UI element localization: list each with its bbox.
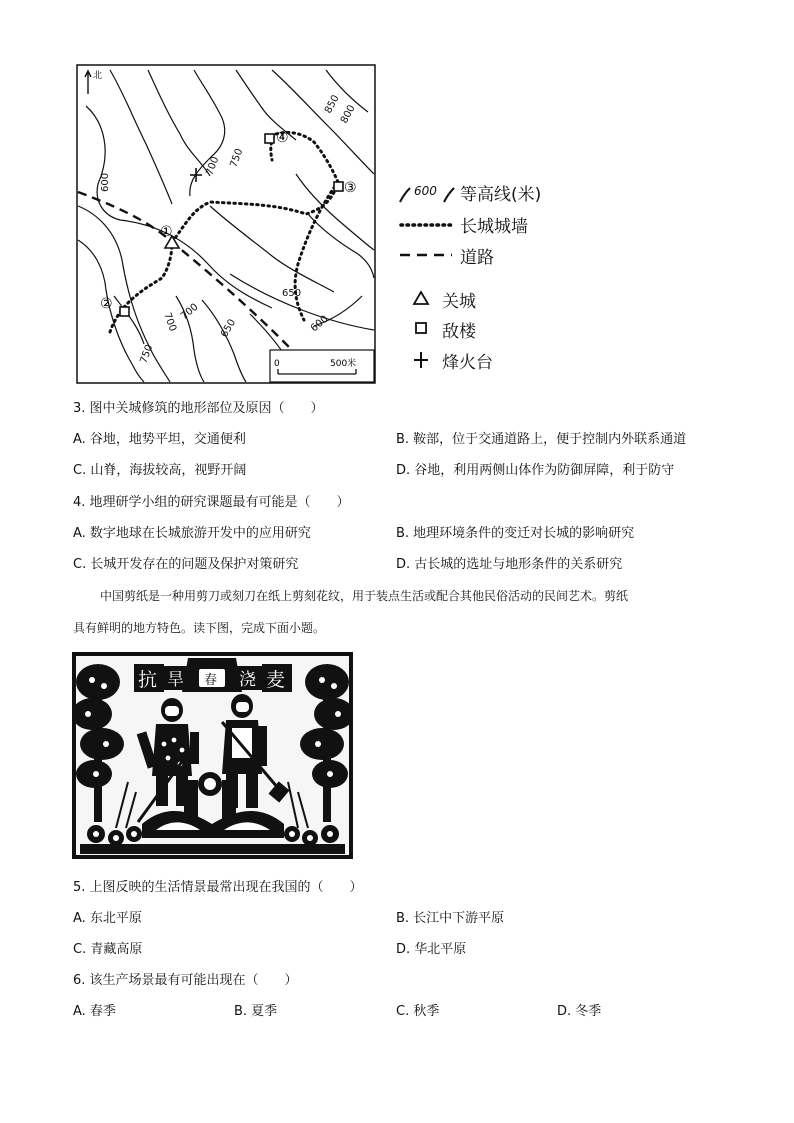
legend-guancheng-label: 关城: [442, 292, 476, 312]
question-6-option-c[interactable]: C. 秋季: [396, 1004, 440, 1019]
legend-beacon-label: 烽火台: [442, 353, 493, 373]
contour-label: 700: [178, 301, 201, 323]
question-6-option-a[interactable]: A. 春季: [73, 1004, 116, 1019]
question-6-stem: 6. 该生产场景最有可能出现在（ ）: [73, 973, 298, 988]
legend-wall-label: 长城城墙: [460, 217, 528, 237]
site-label-3: ③: [344, 180, 357, 196]
papercut-char-mai: 麦: [266, 669, 286, 691]
great-wall-dotted-icon: [398, 220, 454, 230]
contour-label: 850: [322, 93, 342, 116]
question-5-stem: 5. 上图反映的生活情景最常出现在我国的（ ）: [73, 880, 363, 895]
contour-label: 800: [338, 103, 358, 126]
dilou-square-icon: [265, 134, 274, 143]
contour-label: 600: [308, 313, 331, 335]
legend-contour-label: 等高线(米): [460, 185, 542, 205]
site-label-2: ②: [100, 296, 113, 312]
question-6-option-d[interactable]: D. 冬季: [557, 1004, 602, 1019]
cross-icon: [412, 350, 430, 370]
contour-label: 750: [228, 147, 246, 170]
contour-label: 650: [219, 317, 239, 340]
question-3-option-b[interactable]: B. 鞍部，位于交通道路上，便于控制内外联系通道: [396, 432, 687, 447]
legend-road-label: 道路: [460, 248, 494, 268]
map-legend: [396, 176, 596, 386]
site-label-4: ④: [276, 130, 289, 146]
contour-label: 750: [138, 343, 156, 366]
scale-start: 0: [274, 359, 280, 369]
question-4-stem: 4. 地理研学小组的研究课题最有可能是（ ）: [73, 495, 350, 510]
question-4-option-b[interactable]: B. 地理环境条件的变迁对长城的影响研究: [396, 526, 635, 541]
contour-map: [76, 64, 376, 384]
question-4-option-d[interactable]: D. 古长城的选址与地形条件的关系研究: [396, 557, 623, 572]
passage-line-2: 具有鲜明的地方特色。读下图，完成下面小题。: [73, 621, 326, 635]
question-5-option-b[interactable]: B. 长江中下游平原: [396, 911, 505, 926]
question-3-option-a[interactable]: A. 谷地，地势平坦，交通便利: [73, 432, 246, 447]
papercut-image: [72, 652, 353, 859]
contour-label: 600: [100, 172, 111, 192]
legend-dilou-label: 敌楼: [442, 322, 476, 342]
papercut-char-han: 旱: [167, 670, 184, 690]
question-5-option-c[interactable]: C. 青藏高原: [73, 942, 143, 957]
contour-label: 700: [204, 155, 222, 178]
contour-label: 650: [282, 288, 302, 299]
question-6-option-b[interactable]: B. 夏季: [234, 1004, 278, 1019]
papercut-char-jiao: 浇: [239, 670, 256, 690]
scale-end: 500米: [330, 359, 357, 369]
question-3-option-c[interactable]: C. 山脊，海拔较高，视野开阔: [73, 463, 247, 478]
contour-label: 700: [161, 311, 179, 333]
papercut-char-chun: 春: [204, 673, 218, 688]
dilou-square-icon: [120, 307, 129, 316]
dilou-square-icon: [334, 182, 343, 191]
question-5-option-d[interactable]: D. 华北平原: [396, 942, 467, 957]
papercut-char-kang: 抗: [138, 669, 158, 691]
question-4-option-c[interactable]: C. 长城开发存在的问题及保护对策研究: [73, 557, 299, 572]
triangle-icon: [412, 290, 430, 306]
legend-contour-sample: 600: [414, 184, 437, 198]
question-3-option-d[interactable]: D. 谷地，利用两侧山体作为防御屏障，利于防守: [396, 463, 675, 478]
square-icon: [414, 321, 428, 335]
question-3-stem: 3. 图中关城修筑的地形部位及原因（ ）: [73, 401, 324, 416]
site-label-1: ①: [160, 224, 173, 240]
question-4-option-a[interactable]: A. 数字地球在长城旅游开发中的应用研究: [73, 526, 311, 541]
road-dashed-icon: [398, 250, 454, 260]
north-label: 北: [93, 71, 103, 81]
passage-line-1: 中国剪纸是一种用剪刀或刻刀在纸上剪刻花纹，用于装点生活或配合其他民俗活动的民间艺术。剪纸: [100, 589, 629, 603]
question-5-option-a[interactable]: A. 东北平原: [73, 911, 142, 926]
